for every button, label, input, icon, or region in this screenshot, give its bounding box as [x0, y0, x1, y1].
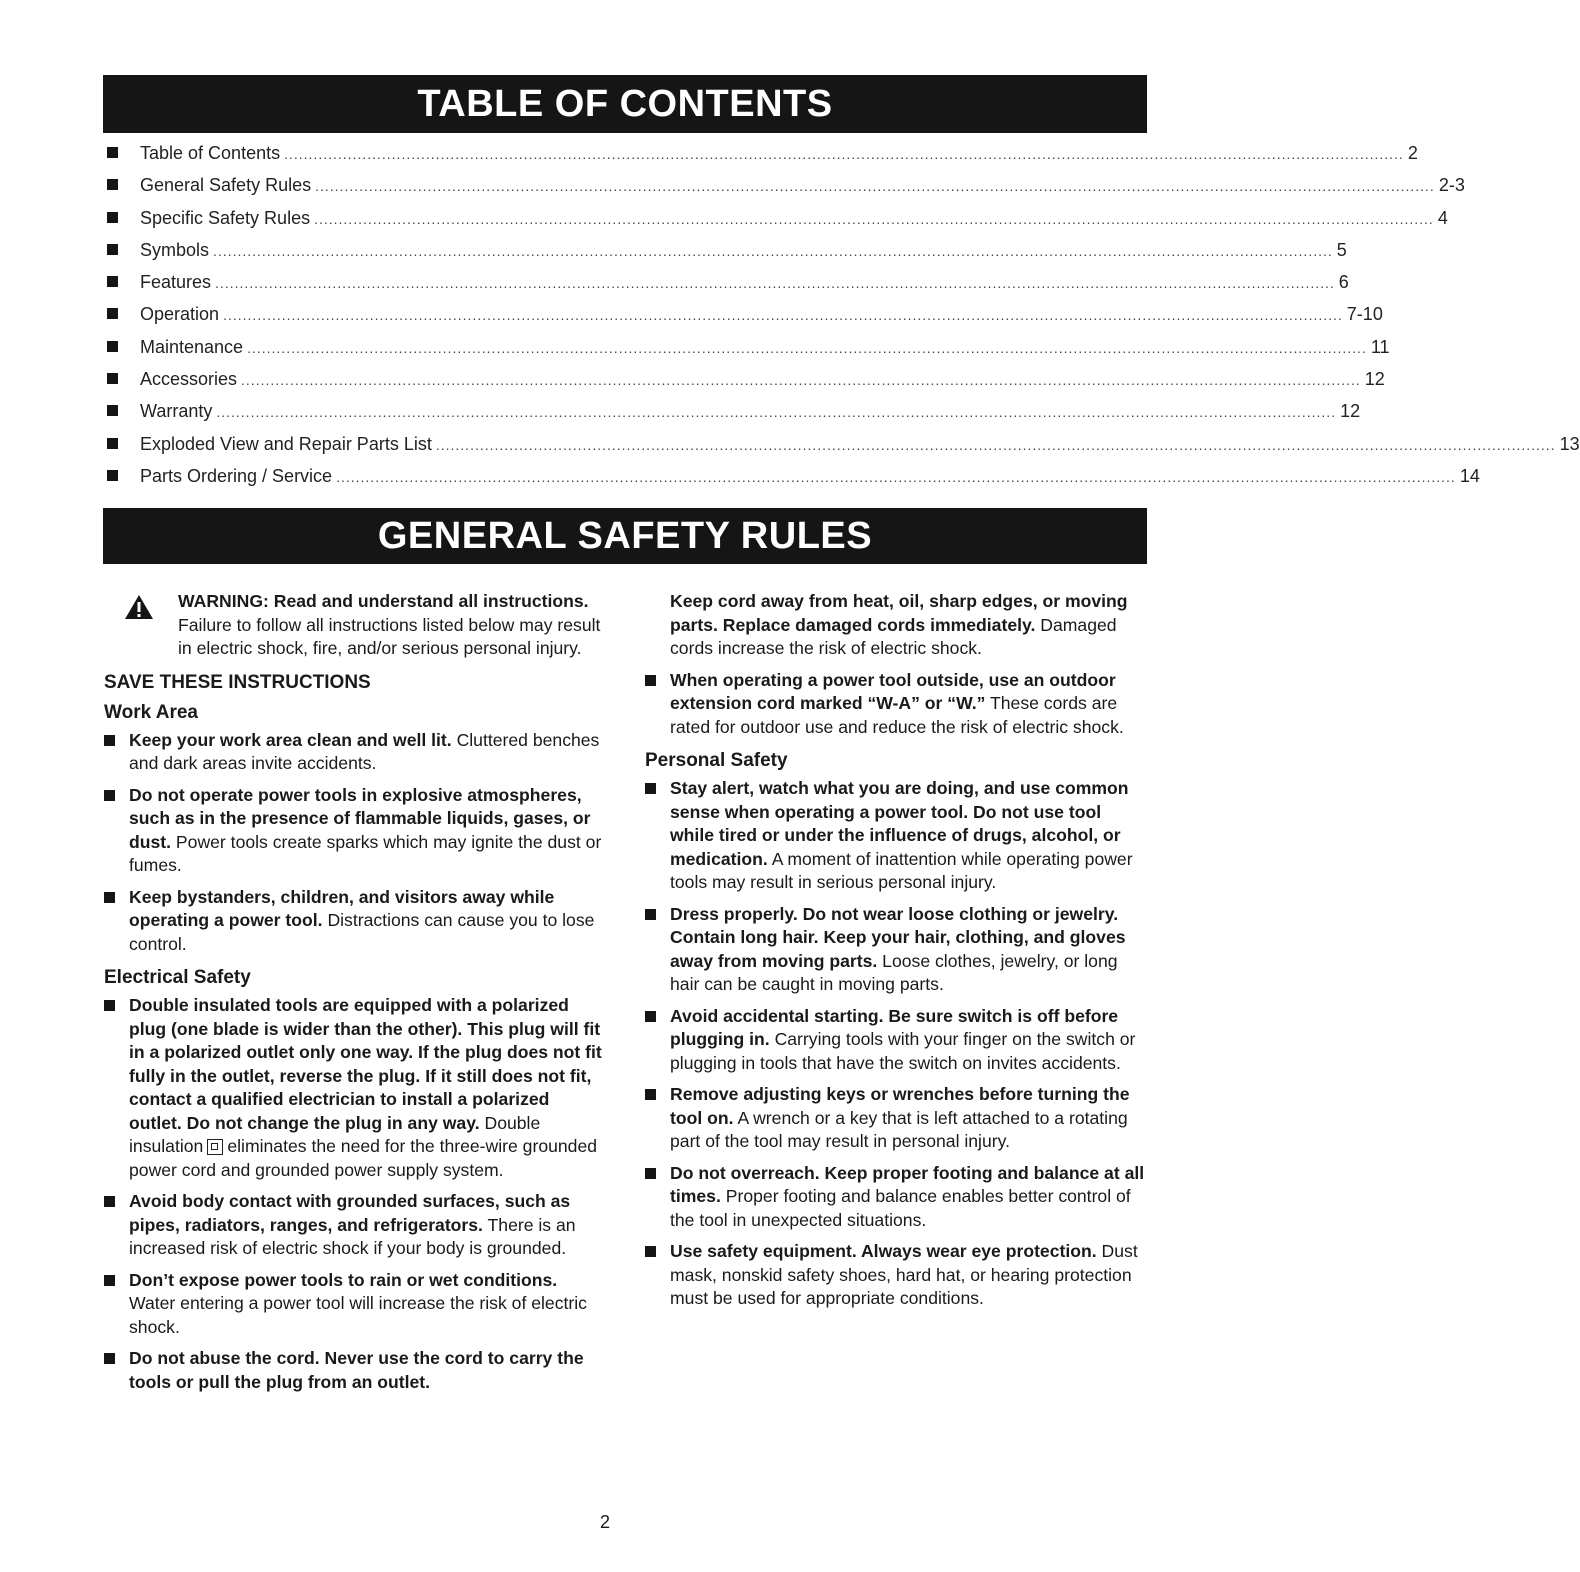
- toc-entry[interactable]: [107, 175, 1465, 207]
- toc-entry[interactable]: [107, 401, 1361, 433]
- rule-text: Carrying tools with your finger on the switch or plugging in tools that have the switch on invites accidents.: [670, 1029, 1136, 1073]
- rule-item: [645, 1240, 1145, 1311]
- rule-text: A wrench or a key that is left attached to a rotating part of the tool may result in personal injury.: [670, 1107, 1128, 1151]
- bullet-square-icon: [645, 1011, 656, 1022]
- toc-entry[interactable]: [107, 304, 1383, 336]
- toc-entry-title: Parts Ordering / Service: [140, 465, 333, 486]
- rule-item: [104, 784, 604, 878]
- toc-entry-title: Symbols: [140, 239, 210, 260]
- bullet-square-icon: [645, 675, 656, 686]
- toc-entry[interactable]: [107, 143, 1418, 175]
- toc-entry-page: 2: [1407, 143, 1418, 163]
- rule-bold: Remove adjusting keys or wrenches before turning the tool on.: [670, 1084, 1130, 1128]
- bullet-square-icon: [107, 179, 118, 190]
- rule-text: Loose clothes, jewelry, or long hair can be caught in moving parts.: [670, 950, 1118, 994]
- toc-entry-title: Table of Contents: [140, 143, 281, 163]
- toc-leader: .....................................................................................................................................................................................................................................: [435, 436, 1556, 453]
- toc-entry-title: Maintenance: [140, 336, 244, 357]
- rule-text: There is an increased risk of electric shock if your body is grounded.: [129, 1214, 576, 1258]
- toc-entry-page: 12: [1364, 369, 1385, 390]
- toc-leader: .....................................................................................................................................................................................................................................: [247, 339, 1367, 356]
- toc-list: [107, 143, 1580, 498]
- rule-bold: Do not operate power tools in explosive atmospheres, such as in the presence of flammable liquids, gases, or dust.: [129, 784, 591, 852]
- toc-entry-title: Features: [140, 272, 212, 293]
- toc-entry-title: Operation: [140, 304, 220, 325]
- toc-leader: .....................................................................................................................................................................................................................................: [215, 275, 1335, 292]
- toc-entry[interactable]: [107, 272, 1349, 304]
- bullet-square-icon: [104, 1353, 115, 1364]
- save-instructions-heading: SAVE THESE INSTRUCTIONS: [104, 671, 371, 693]
- rule-item: [645, 1005, 1145, 1076]
- rule-bold: Keep bystanders, children, and visitors away while operating a power tool.: [129, 886, 555, 930]
- rule-text: Damaged cords increase the risk of electric shock.: [670, 614, 1117, 658]
- toc-entry[interactable]: [107, 433, 1580, 466]
- toc-entry[interactable]: [107, 207, 1448, 240]
- bullet-square-icon: [107, 341, 118, 352]
- electrical-safety-heading: Electrical Safety: [104, 967, 251, 988]
- toc-entry-page: 6: [1338, 272, 1349, 293]
- rule-bold: Do not overreach. Keep proper footing and balance at all times.: [670, 1162, 1145, 1206]
- rule-text: Distractions can cause you to lose control.: [129, 910, 595, 954]
- toc-entry-page: 14: [1459, 465, 1480, 486]
- bullet-square-icon: [107, 470, 118, 481]
- bullet-square-icon: [104, 790, 115, 801]
- toc-entry[interactable]: [107, 239, 1347, 272]
- toc-entry-title: Specific Safety Rules: [140, 207, 311, 228]
- rule-item: [645, 1162, 1145, 1233]
- rule-item: [104, 994, 604, 1182]
- rule-item: [104, 729, 604, 776]
- bullet-square-icon: [107, 308, 118, 319]
- rule-text: Cluttered benches and dark areas invite accidents.: [129, 729, 600, 773]
- bullet-square-icon: [104, 1275, 115, 1286]
- left-column: [104, 590, 604, 1402]
- rule-item: [645, 903, 1145, 997]
- rule-text: A moment of inattention while operating power tools may result in serious personal injury.: [670, 848, 1133, 892]
- toc-entry-page: 12: [1340, 401, 1361, 422]
- rule-bold: Use safety equipment. Always wear eye protection.: [670, 1241, 1097, 1261]
- bullet-square-icon: [104, 1196, 115, 1207]
- rule-text: Double insulation: [129, 1112, 541, 1156]
- rule-bold: Dress properly. Do not wear loose clothing or jewelry. Contain long hair. Keep your hair, clothing, and gloves away from moving parts.: [670, 903, 1126, 971]
- bullet-square-icon: [104, 1000, 115, 1011]
- toc-entry-title: Exploded View and Repair Parts List: [140, 433, 432, 454]
- toc-leader: .....................................................................................................................................................................................................................................: [216, 404, 1337, 421]
- toc-entry[interactable]: [107, 336, 1390, 369]
- rule-text: Dust mask, nonskid safety shoes, hard hat, or hearing protection must be used for appropriate conditions.: [670, 1241, 1138, 1308]
- rule-bold: Stay alert, watch what you are doing, and use common sense when operating a power tool. Do not use tool while tired or under the influence of drugs, alcohol, or medication.: [670, 778, 1129, 869]
- warning-triangle-icon: [124, 594, 154, 620]
- rule-bold: Keep your work area clean and well lit.: [129, 729, 452, 750]
- toc-leader: .....................................................................................................................................................................................................................................: [213, 242, 1333, 259]
- warning-text: [178, 590, 604, 661]
- right-column: [645, 590, 1145, 1319]
- toc-leader: .....................................................................................................................................................................................................................................: [314, 210, 1434, 227]
- toc-entry-title: Accessories: [140, 369, 238, 390]
- bullet-square-icon: [107, 244, 118, 255]
- work-area-heading: Work Area: [104, 701, 198, 723]
- toc-entry-page: 13: [1559, 433, 1580, 454]
- rule-bold: Avoid accidental starting. Be sure switch is off before plugging in.: [670, 1005, 1119, 1049]
- rule-text: These cords are rated for outdoor use and reduce the risk of electric shock.: [670, 693, 1124, 737]
- rule-item: [104, 1269, 604, 1340]
- rule-continuation: [645, 590, 1145, 661]
- rule-item: [645, 777, 1145, 895]
- personal-safety-heading: Personal Safety: [645, 750, 788, 771]
- toc-leader: .....................................................................................................................................................................................................................................: [223, 307, 1343, 324]
- rule-bold: When operating a power tool outside, use an outdoor extension cord marked “W-A” or “W.”: [670, 669, 1116, 713]
- rule-bold: Keep cord away from heat, oil, sharp edges, or moving parts. Replace damaged cords immediately.: [670, 591, 1128, 635]
- toc-entry-page: 11: [1370, 336, 1390, 357]
- rule-bold: Double insulated tools are equipped with a polarized plug (one blade is wider than the other). This plug will fit in a polarized outlet only one way. If the plug does not fit fully in the outlet, reverse the plug. If it still does not fit, contact a qualified electrician to install a polarized outlet. Do not change the plug in any way.: [129, 995, 602, 1133]
- rule-text: Power tools create sparks which may ignite the dust or fumes.: [129, 831, 602, 875]
- general-safety-rules-heading: GENERAL SAFETY RULES: [103, 508, 1147, 564]
- double-insulation-icon: [207, 1139, 223, 1155]
- bullet-square-icon: [645, 909, 656, 920]
- rule-item: [104, 886, 604, 957]
- bullet-square-icon: [645, 1089, 656, 1100]
- rule-item: [104, 1190, 604, 1261]
- rule-text: eliminates the need for the three-wire grounded power cord and grounded power supply system.: [129, 1136, 598, 1180]
- toc-heading: TABLE OF CONTENTS: [103, 75, 1147, 133]
- warning-bold: WARNING: Read and understand all instructions.: [178, 591, 589, 611]
- rule-item: [645, 1083, 1145, 1154]
- toc-leader: .....................................................................................................................................................................................................................................: [336, 468, 1456, 485]
- rule-text: Proper footing and balance enables better control of the tool in unexpected situations.: [670, 1186, 1131, 1230]
- bullet-square-icon: [104, 735, 115, 746]
- toc-leader: .....................................................................................................................................................................................................................................: [241, 372, 1361, 389]
- toc-entry-page: 4: [1437, 207, 1448, 228]
- bullet-square-icon: [107, 373, 118, 384]
- toc-leader: .....................................................................................................................................................................................................................................: [284, 146, 1404, 162]
- page-number: 2: [599, 1512, 610, 1532]
- rule-bold: Do not abuse the cord. Never use the cord to carry the tools or pull the plug from an outlet.: [129, 1348, 584, 1392]
- toc-entry[interactable]: [107, 465, 1480, 498]
- rule-bold: Don’t expose power tools to rain or wet conditions.: [129, 1269, 558, 1290]
- toc-entry-title: General Safety Rules: [140, 175, 312, 196]
- bullet-square-icon: [645, 1168, 656, 1179]
- bullet-square-icon: [645, 783, 656, 794]
- toc-entry-page: 2-3: [1438, 175, 1465, 196]
- rule-item: [645, 669, 1145, 740]
- bullet-square-icon: [645, 1246, 656, 1257]
- bullet-square-icon: [107, 276, 118, 287]
- rule-bold: Avoid body contact with grounded surfaces, such as pipes, radiators, ranges, and refrigerators.: [129, 1191, 571, 1235]
- bullet-square-icon: [104, 892, 115, 903]
- bullet-square-icon: [107, 438, 118, 449]
- bullet-square-icon: [107, 212, 118, 223]
- warning-body: Failure to follow all instructions listed below may result in electric shock, fire, and/or serious personal injury.: [178, 614, 601, 658]
- rule-text: Water entering a power tool will increase the risk of electric shock.: [129, 1293, 587, 1337]
- toc-entry-page: 7-10: [1346, 304, 1383, 325]
- toc-leader: .....................................................................................................................................................................................................................................: [315, 178, 1435, 195]
- toc-entry-page: 5: [1336, 239, 1347, 260]
- bullet-square-icon: [107, 147, 118, 158]
- warning-block: [104, 590, 604, 661]
- toc-entry[interactable]: [107, 369, 1385, 401]
- rule-item: [104, 1347, 604, 1394]
- bullet-square-icon: [107, 405, 118, 416]
- toc-entry-title: Warranty: [140, 401, 213, 422]
